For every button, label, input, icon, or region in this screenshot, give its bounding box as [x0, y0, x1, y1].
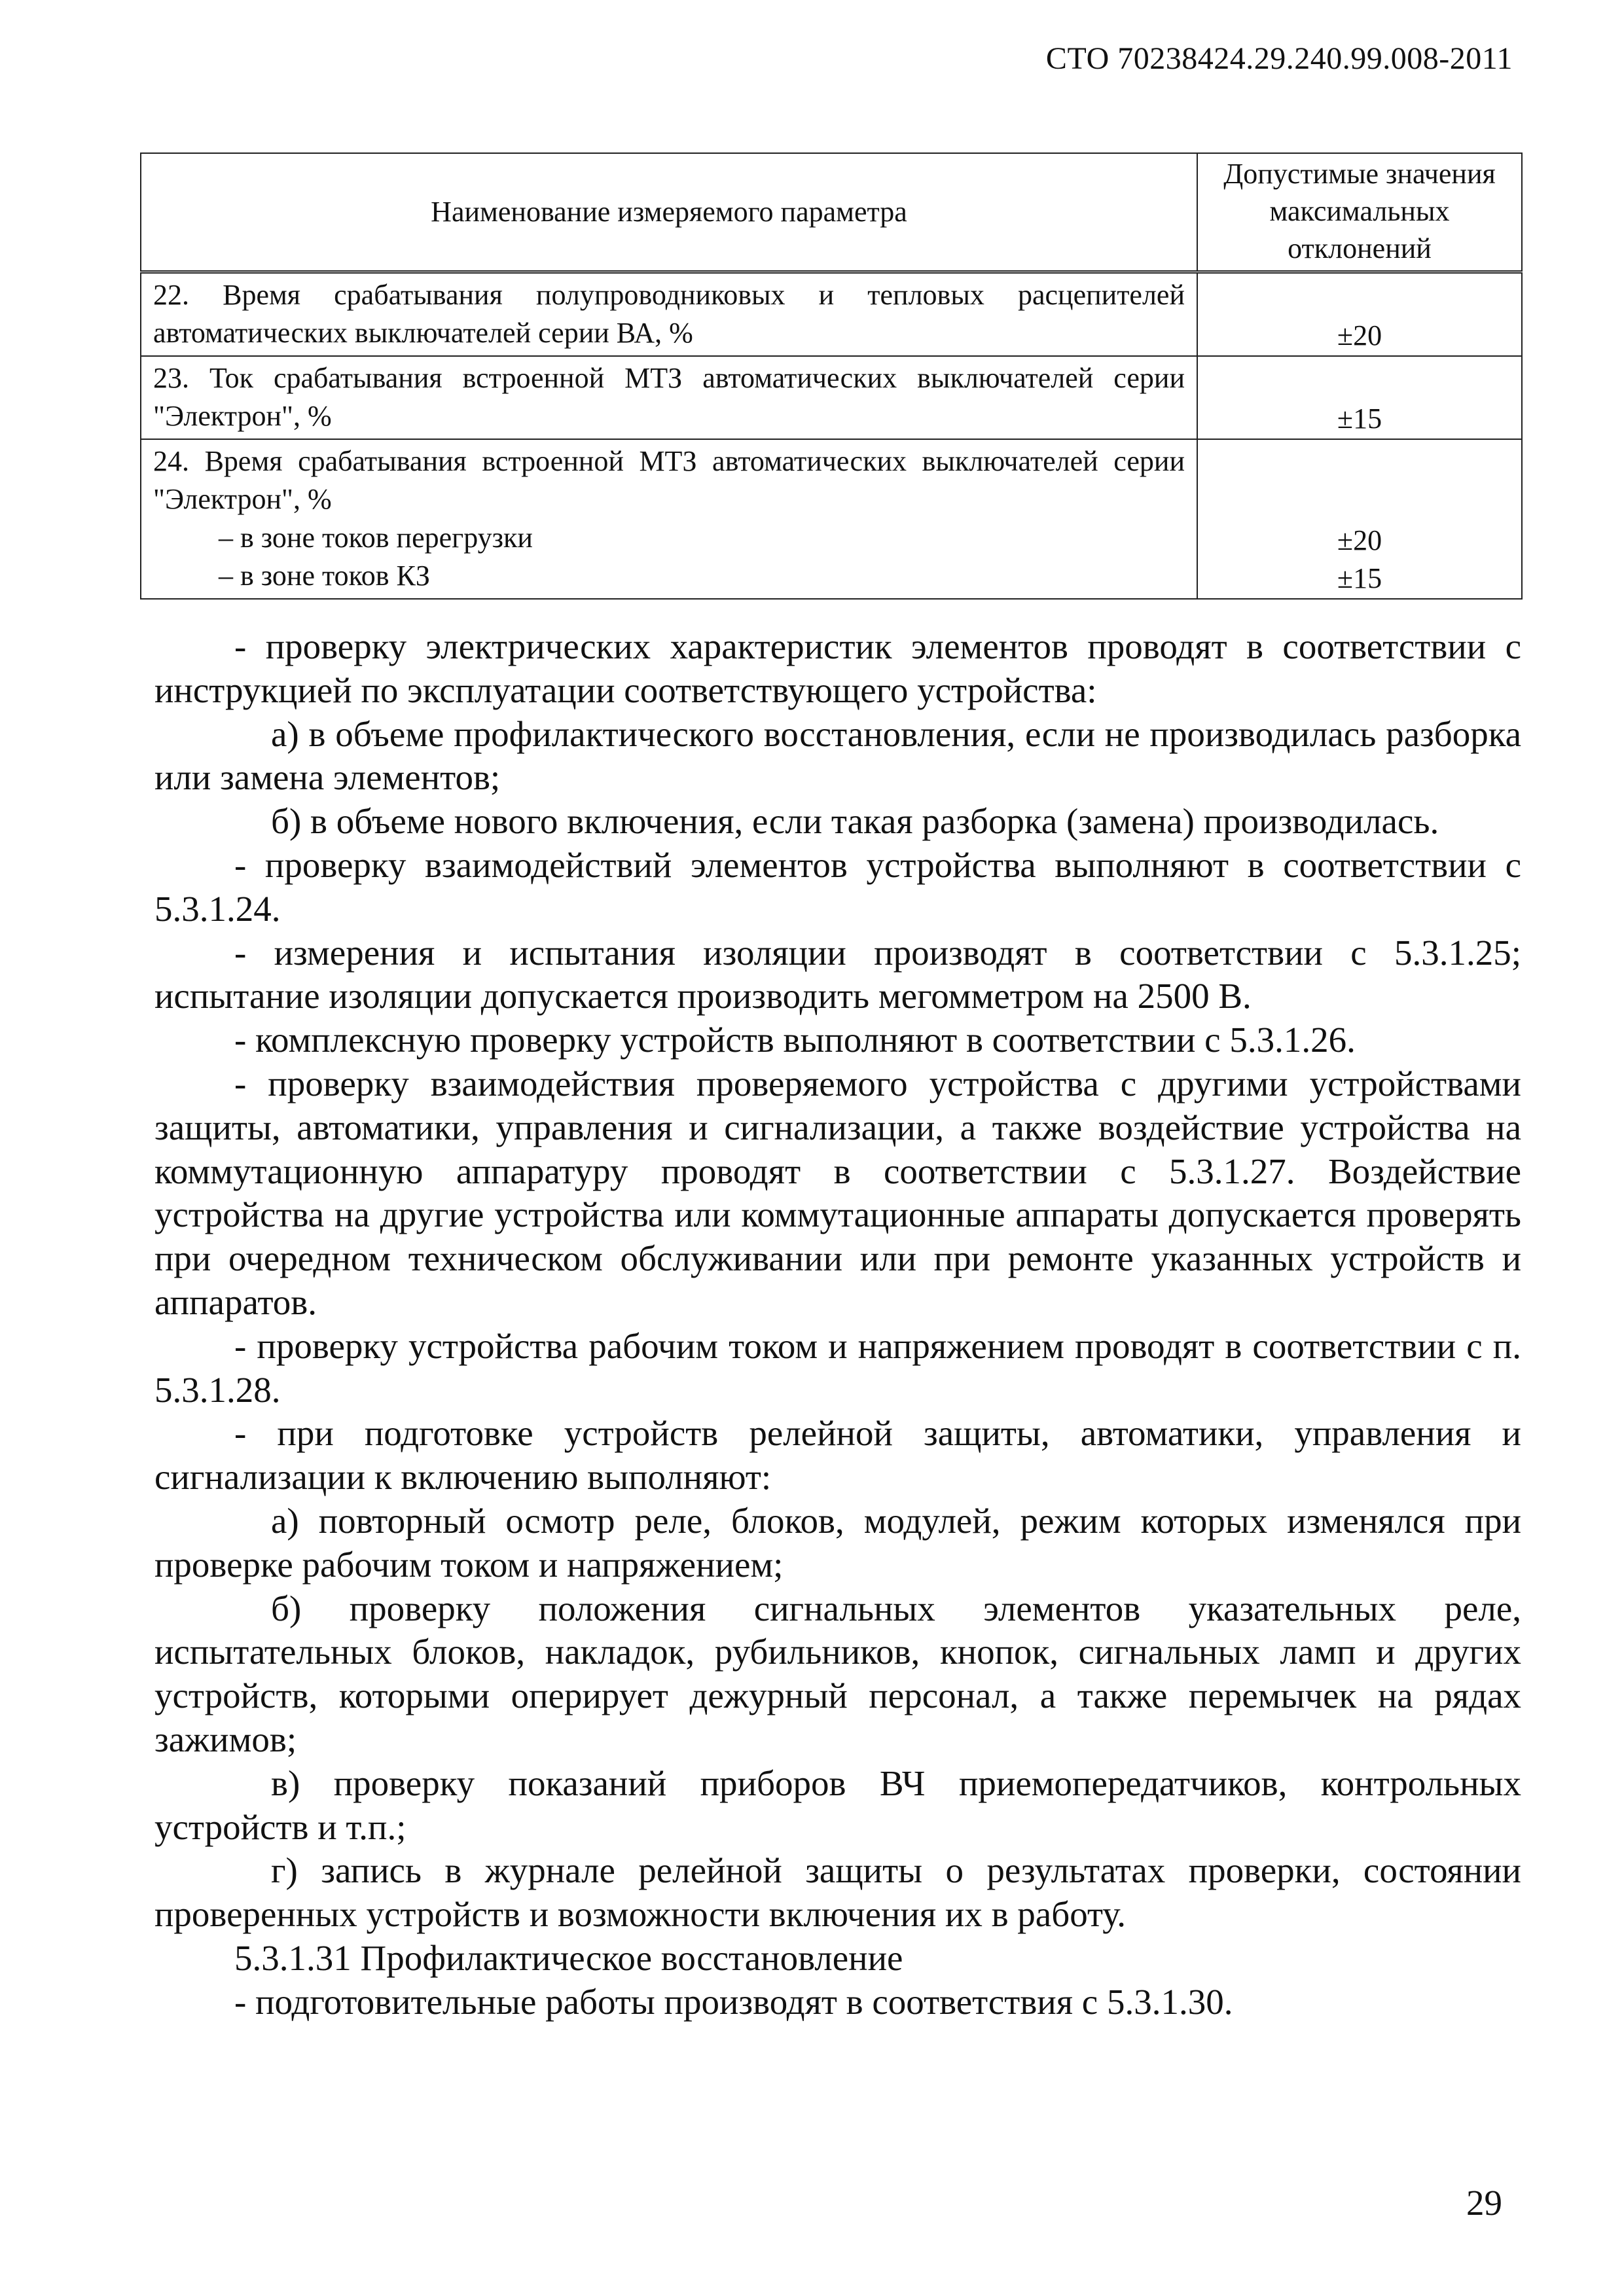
- row-sub-short-circuit: – в зоне токов КЗ: [219, 560, 430, 592]
- paragraph-complex-check: - комплексную проверку устройств выполняют в соответствии с 5.3.1.26.: [234, 1020, 1356, 1060]
- row-parameter-24: [141, 439, 1197, 599]
- row-parameter-22: 22. Время срабатывания полупроводниковых и тепловых расцепителей автоматических выключателей серии ВА, %: [141, 272, 1197, 356]
- list-item-b-new-inclusion: б) в объеме нового включения, если такая разборка (замена) производилась.: [271, 801, 1439, 842]
- list-item-b-position-check: б) проверку положения сигнальных элементов указательных реле, испытательных блоков, накладок, рубильников, кнопок, сигнальных ламп и других устройств, которыми оперирует дежурный персонал, а также перемычек на рядах зажимов;: [154, 1588, 1521, 1759]
- list-item-v-readings: в) проверку показаний приборов ВЧ приемопередатчиков, контрольных устройств и т.п.;: [154, 1763, 1521, 1847]
- paragraph-insulation-test: - измерения и испытания изоляции производят в соответствии с 5.3.1.25; испытание изоляции допускается производить мегомметром на 2500 В.: [154, 932, 1521, 1016]
- row-value-22: ±20: [1197, 272, 1522, 356]
- table-row: [141, 356, 1522, 439]
- paragraph-preparation: - при подготовке устройств релейной защиты, автоматики, управления и сигнализации к включению выполняют:: [154, 1413, 1521, 1498]
- list-item-a-restoration: а) в объеме профилактического восстановления, если не производилась разборка или замена элементов;: [154, 713, 1521, 798]
- table-header-row: [141, 153, 1522, 272]
- table-row: [141, 439, 1522, 599]
- row-value-overload: ±20: [1337, 524, 1382, 556]
- paragraph-preparatory-work: - подготовительные работы производят в соответствия с 5.3.1.30.: [234, 1981, 1233, 2022]
- row-value-short-circuit: ±15: [1337, 562, 1382, 595]
- row-parameter-24-text: 24. Время срабатывания встроенной МТЗ автоматических выключателей серии "Электрон", %: [153, 444, 1185, 516]
- paragraph-interaction-check: - проверку взаимодействий элементов устройства выполняют в соответствии с 5.3.1.24.: [154, 844, 1521, 929]
- list-item-g-journal: г) запись в журнале релейной защиты о результатах проверки, состоянии проверенных устройств и возможности включения их в работу.: [154, 1850, 1521, 1935]
- table-row: [141, 272, 1522, 356]
- page-number: 29: [1466, 2183, 1502, 2223]
- paragraph-electrical-check: - проверку электрических характеристик элементов проводят в соответствии с инструкцией по эксплуатации соответствующего устройства:: [154, 626, 1521, 710]
- column-header-parameter: Наименование измеряемого параметра: [141, 153, 1197, 272]
- body-text: [154, 625, 1521, 2024]
- row-value-23: ±15: [1197, 356, 1522, 439]
- document-code: СТО 70238424.29.240.99.008-2011: [1045, 41, 1513, 76]
- row-value-24: [1197, 439, 1522, 599]
- parameters-table: [140, 152, 1523, 600]
- column-header-deviation: Допустимые значения максимальных отклонений: [1197, 153, 1522, 272]
- list-item-a-inspection: а) повторный осмотр реле, блоков, модулей, режим которых изменялся при проверке рабочим током и напряжением;: [154, 1500, 1521, 1585]
- paragraph-working-current-check: - проверку устройства рабочим током и напряжением проводят в соответствии с п. 5.3.1.28.: [154, 1325, 1521, 1410]
- row-parameter-23: 23. Ток срабатывания встроенной МТЗ автоматических выключателей серии "Электрон", %: [141, 356, 1197, 439]
- paragraph-interaction-other-devices: - проверку взаимодействия проверяемого устройства с другими устройствами защиты, автоматики, управления и сигнализации, а также воздействие устройства на коммутационную аппаратуру проводят в соответствии с 5.3.1.27. Воздействие устройства на другие устройства или коммутационные аппараты допускается проверять при очередном техническом обслуживании или при ремонте указанных устройств и аппаратов.: [154, 1063, 1521, 1322]
- section-heading-5-3-1-31: 5.3.1.31 Профилактическое восстановление: [234, 1937, 903, 1978]
- row-sub-overload: – в зоне токов перегрузки: [219, 521, 533, 554]
